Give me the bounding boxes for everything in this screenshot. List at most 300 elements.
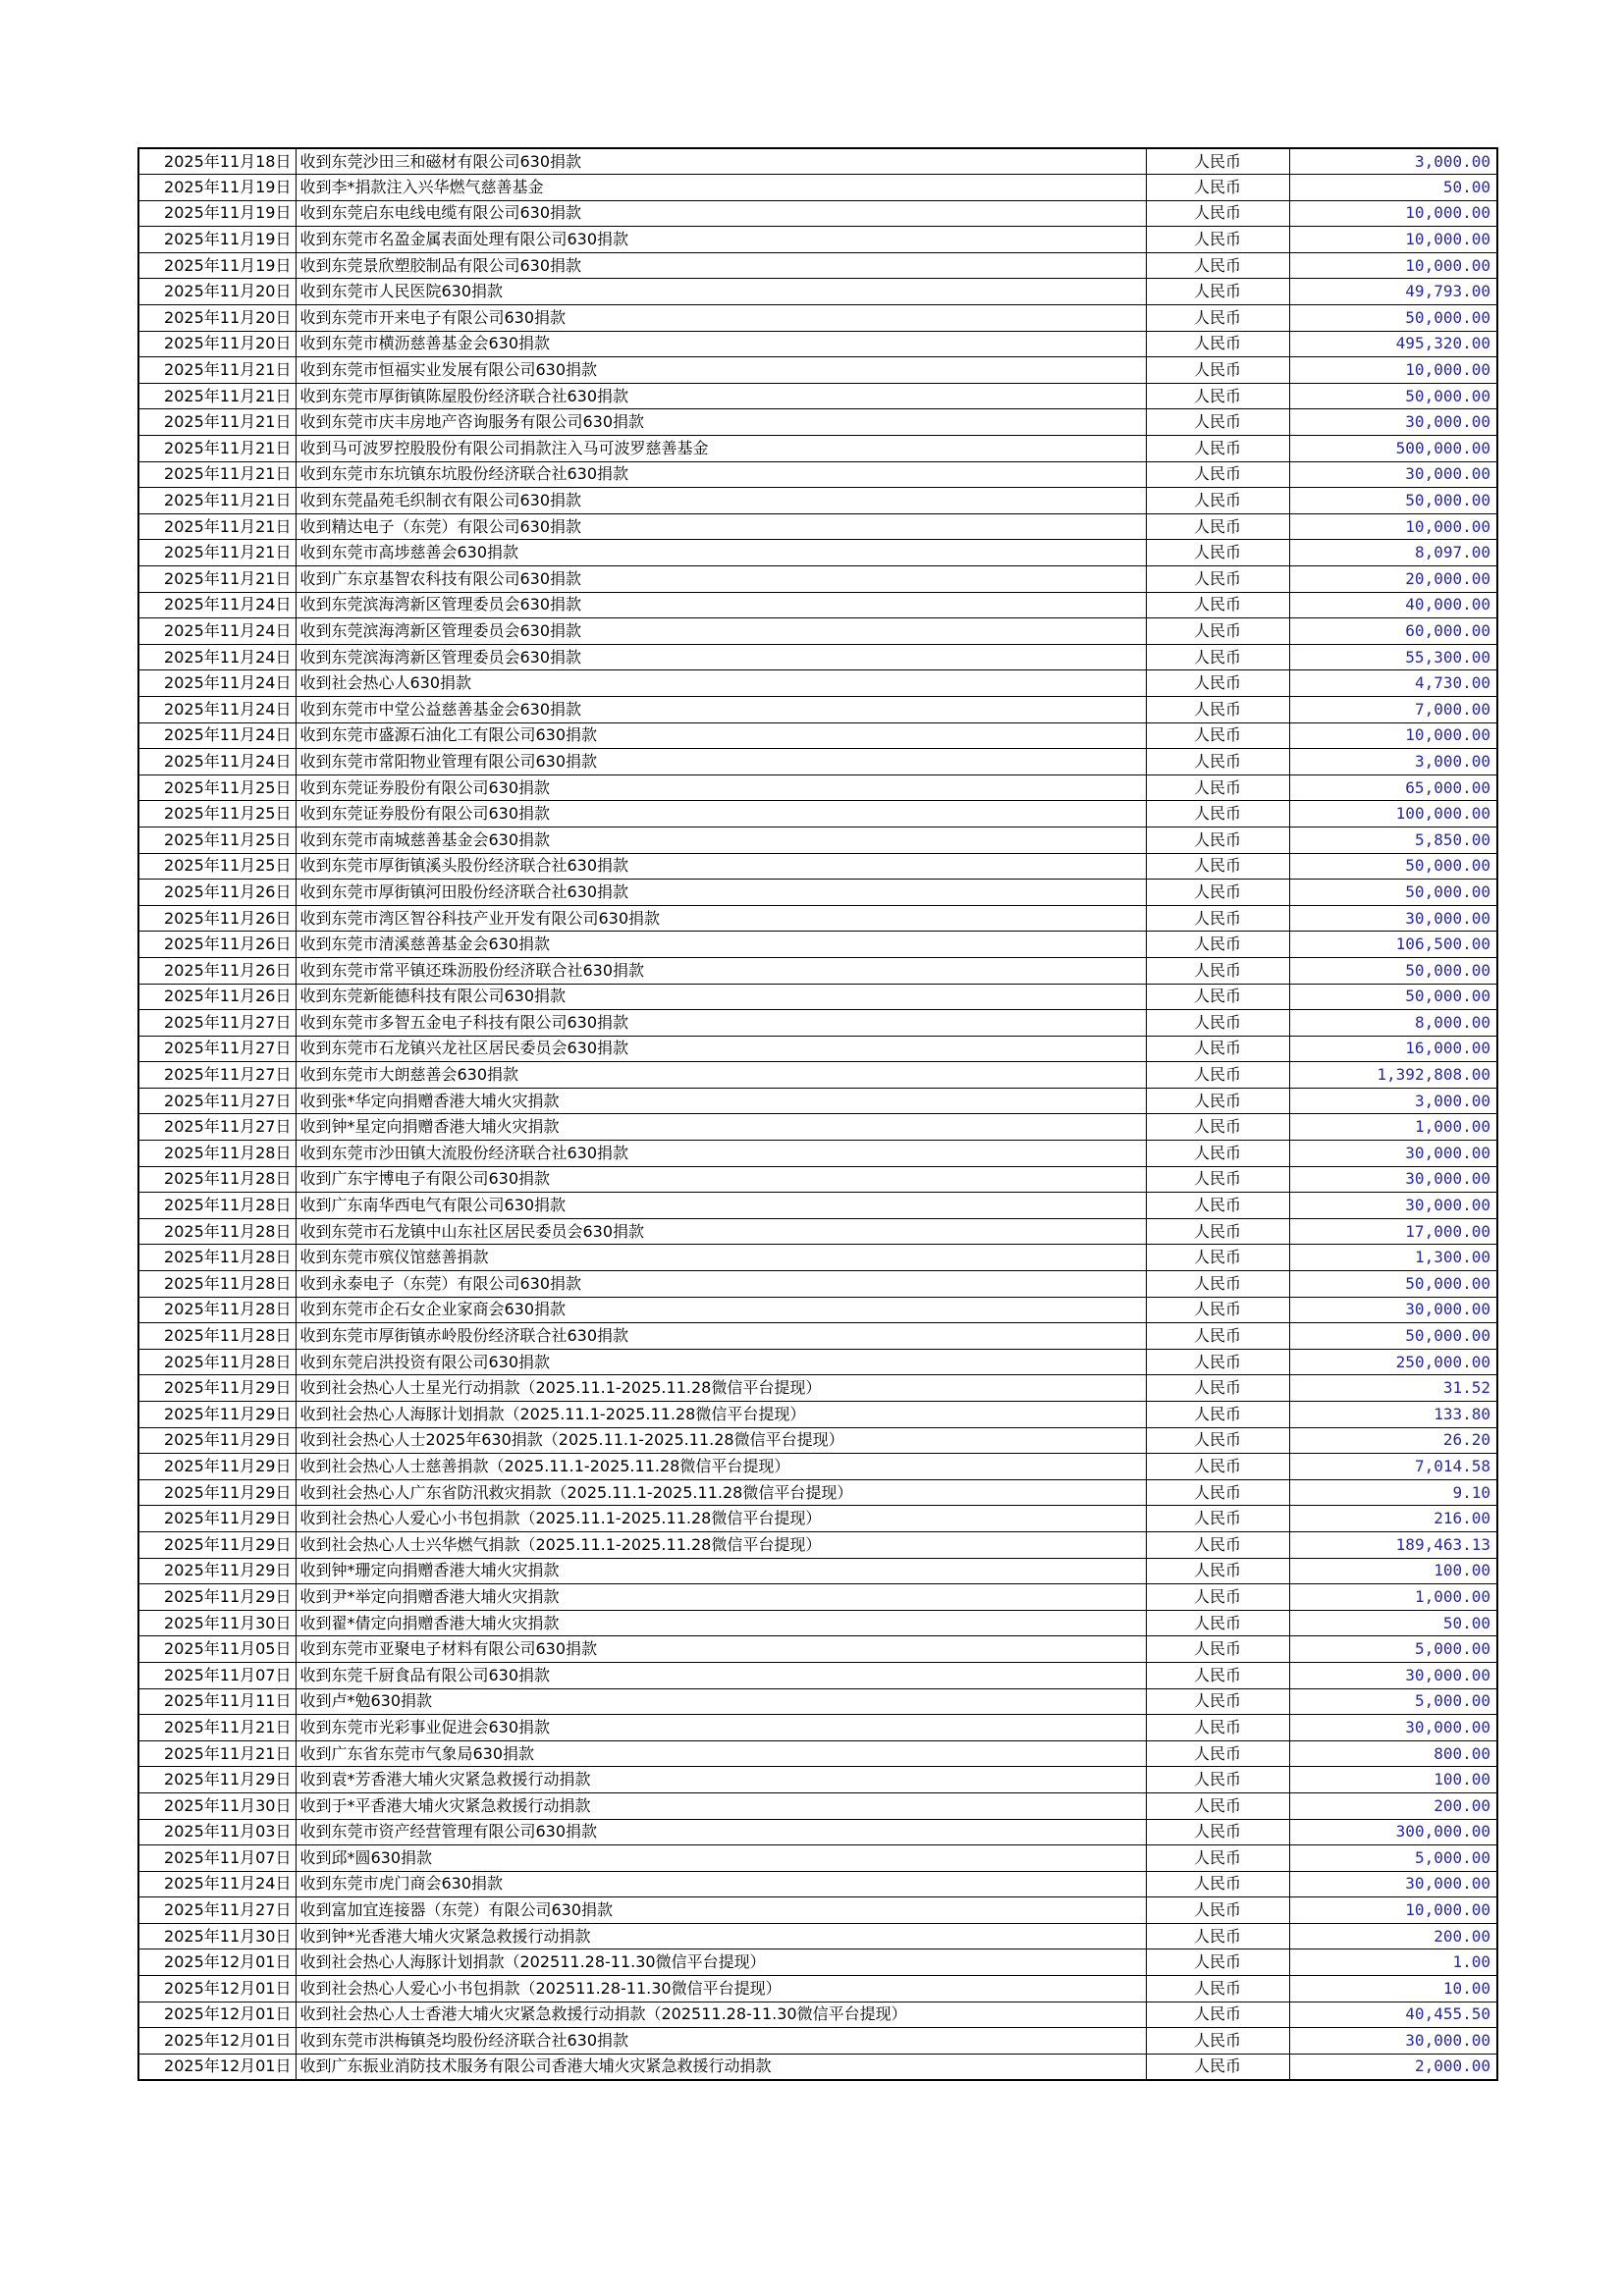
currency-cell: 人民币 bbox=[1146, 1402, 1289, 1428]
description-cell: 收到广东南华西电气有限公司630捐款 bbox=[296, 1193, 1146, 1219]
currency-cell: 人民币 bbox=[1146, 1271, 1289, 1298]
description-cell: 收到东莞市清溪慈善基金会630捐款 bbox=[296, 932, 1146, 958]
date-cell: 2025年11月30日 bbox=[138, 1923, 296, 1949]
amount-cell: 50.00 bbox=[1289, 1610, 1497, 1636]
table-row bbox=[138, 1454, 1497, 1480]
table-row bbox=[138, 1688, 1497, 1715]
amount-cell: 60,000.00 bbox=[1289, 618, 1497, 645]
description-cell: 收到东莞市大朗慈善会630捐款 bbox=[296, 1062, 1146, 1089]
description-cell: 收到东莞滨海湾新区管理委员会630捐款 bbox=[296, 618, 1146, 645]
currency-cell: 人民币 bbox=[1146, 1949, 1289, 1976]
description-cell: 收到东莞市人民医院630捐款 bbox=[296, 279, 1146, 305]
table-row bbox=[138, 1845, 1497, 1872]
currency-cell: 人民币 bbox=[1146, 1976, 1289, 2002]
amount-cell: 30,000.00 bbox=[1289, 1141, 1497, 1167]
amount-cell: 50,000.00 bbox=[1289, 305, 1497, 332]
amount-cell: 31.52 bbox=[1289, 1375, 1497, 1402]
currency-cell: 人民币 bbox=[1146, 1792, 1289, 1819]
description-cell: 收到东莞市殡仪馆慈善捐款 bbox=[296, 1245, 1146, 1271]
currency-cell: 人民币 bbox=[1146, 200, 1289, 227]
description-cell: 收到社会热心人广东省防汛救灾捐款（2025.11.1-2025.11.28微信平台提现） bbox=[296, 1479, 1146, 1506]
amount-cell: 50,000.00 bbox=[1289, 984, 1497, 1010]
description-cell: 收到张*华定向捐赠香港大埔火灾捐款 bbox=[296, 1088, 1146, 1114]
table-row bbox=[138, 2002, 1497, 2028]
date-cell: 2025年11月26日 bbox=[138, 905, 296, 932]
amount-cell: 9.10 bbox=[1289, 1479, 1497, 1506]
date-cell: 2025年11月20日 bbox=[138, 305, 296, 332]
currency-cell: 人民币 bbox=[1146, 488, 1289, 514]
table-row bbox=[138, 148, 1497, 175]
date-cell: 2025年11月24日 bbox=[138, 1871, 296, 1897]
table-row bbox=[138, 618, 1497, 645]
amount-cell: 10,000.00 bbox=[1289, 357, 1497, 384]
table-row bbox=[138, 801, 1497, 828]
description-cell: 收到东莞市中堂公益慈善基金会630捐款 bbox=[296, 696, 1146, 722]
amount-cell: 65,000.00 bbox=[1289, 774, 1497, 801]
description-cell: 收到社会热心人士2025年630捐款（2025.11.1-2025.11.28微信平台提现） bbox=[296, 1427, 1146, 1454]
date-cell: 2025年11月18日 bbox=[138, 148, 296, 175]
amount-cell: 10,000.00 bbox=[1289, 227, 1497, 253]
description-cell: 收到东莞晶苑毛织制衣有限公司630捐款 bbox=[296, 488, 1146, 514]
currency-cell: 人民币 bbox=[1146, 148, 1289, 175]
amount-cell: 2,000.00 bbox=[1289, 2054, 1497, 2080]
donation-ledger-table bbox=[137, 147, 1498, 2081]
amount-cell: 50,000.00 bbox=[1289, 957, 1497, 984]
description-cell: 收到东莞启洪投资有限公司630捐款 bbox=[296, 1349, 1146, 1375]
amount-cell: 10,000.00 bbox=[1289, 722, 1497, 749]
currency-cell: 人民币 bbox=[1146, 1636, 1289, 1663]
amount-cell: 26.20 bbox=[1289, 1427, 1497, 1454]
date-cell: 2025年11月29日 bbox=[138, 1584, 296, 1611]
currency-cell: 人民币 bbox=[1146, 1036, 1289, 1062]
table-row bbox=[138, 1976, 1497, 2002]
date-cell: 2025年11月07日 bbox=[138, 1845, 296, 1872]
date-cell: 2025年11月21日 bbox=[138, 383, 296, 409]
currency-cell: 人民币 bbox=[1146, 409, 1289, 436]
amount-cell: 50,000.00 bbox=[1289, 383, 1497, 409]
table-row bbox=[138, 540, 1497, 566]
date-cell: 2025年11月25日 bbox=[138, 853, 296, 880]
table-row bbox=[138, 513, 1497, 540]
amount-cell: 8,097.00 bbox=[1289, 540, 1497, 566]
description-cell: 收到于*平香港大埔火灾紧急救援行动捐款 bbox=[296, 1792, 1146, 1819]
table-row bbox=[138, 566, 1497, 593]
date-cell: 2025年11月19日 bbox=[138, 200, 296, 227]
amount-cell: 30,000.00 bbox=[1289, 409, 1497, 436]
table-row bbox=[138, 1218, 1497, 1245]
currency-cell: 人民币 bbox=[1146, 1218, 1289, 1245]
currency-cell: 人民币 bbox=[1146, 513, 1289, 540]
currency-cell: 人民币 bbox=[1146, 2002, 1289, 2028]
date-cell: 2025年11月07日 bbox=[138, 1662, 296, 1688]
table-row bbox=[138, 696, 1497, 722]
table-row bbox=[138, 1871, 1497, 1897]
description-cell: 收到钟*珊定向捐赠香港大埔火灾捐款 bbox=[296, 1558, 1146, 1584]
amount-cell: 49,793.00 bbox=[1289, 279, 1497, 305]
amount-cell: 3,000.00 bbox=[1289, 749, 1497, 775]
amount-cell: 50,000.00 bbox=[1289, 1323, 1497, 1350]
table-row bbox=[138, 1610, 1497, 1636]
amount-cell: 3,000.00 bbox=[1289, 1088, 1497, 1114]
date-cell: 2025年11月25日 bbox=[138, 801, 296, 828]
amount-cell: 30,000.00 bbox=[1289, 1166, 1497, 1193]
table-row bbox=[138, 1193, 1497, 1219]
currency-cell: 人民币 bbox=[1146, 670, 1289, 697]
currency-cell: 人民币 bbox=[1146, 1871, 1289, 1897]
currency-cell: 人民币 bbox=[1146, 1297, 1289, 1323]
date-cell: 2025年11月28日 bbox=[138, 1166, 296, 1193]
date-cell: 2025年11月21日 bbox=[138, 1715, 296, 1741]
date-cell: 2025年11月28日 bbox=[138, 1349, 296, 1375]
currency-cell: 人民币 bbox=[1146, 696, 1289, 722]
date-cell: 2025年11月05日 bbox=[138, 1636, 296, 1663]
date-cell: 2025年11月21日 bbox=[138, 436, 296, 462]
date-cell: 2025年11月24日 bbox=[138, 722, 296, 749]
description-cell: 收到东莞滨海湾新区管理委员会630捐款 bbox=[296, 592, 1146, 618]
table-row bbox=[138, 1166, 1497, 1193]
date-cell: 2025年11月21日 bbox=[138, 357, 296, 384]
amount-cell: 500,000.00 bbox=[1289, 436, 1497, 462]
currency-cell: 人民币 bbox=[1146, 1740, 1289, 1767]
table-row bbox=[138, 1636, 1497, 1663]
table-row bbox=[138, 331, 1497, 357]
table-row bbox=[138, 1271, 1497, 1298]
amount-cell: 100.00 bbox=[1289, 1558, 1497, 1584]
table-row bbox=[138, 409, 1497, 436]
description-cell: 收到李*捐款注入兴华燃气慈善基金 bbox=[296, 175, 1146, 201]
description-cell: 收到社会热心人士慈善捐款（2025.11.1-2025.11.28微信平台提现） bbox=[296, 1454, 1146, 1480]
date-cell: 2025年11月25日 bbox=[138, 827, 296, 853]
date-cell: 2025年11月27日 bbox=[138, 1062, 296, 1089]
currency-cell: 人民币 bbox=[1146, 592, 1289, 618]
amount-cell: 16,000.00 bbox=[1289, 1036, 1497, 1062]
currency-cell: 人民币 bbox=[1146, 618, 1289, 645]
date-cell: 2025年11月29日 bbox=[138, 1479, 296, 1506]
table-row bbox=[138, 670, 1497, 697]
table-row bbox=[138, 1662, 1497, 1688]
amount-cell: 100.00 bbox=[1289, 1767, 1497, 1793]
description-cell: 收到社会热心人630捐款 bbox=[296, 670, 1146, 697]
description-cell: 收到东莞市盛源石油化工有限公司630捐款 bbox=[296, 722, 1146, 749]
date-cell: 2025年11月24日 bbox=[138, 696, 296, 722]
table-row bbox=[138, 774, 1497, 801]
currency-cell: 人民币 bbox=[1146, 984, 1289, 1010]
description-cell: 收到袁*芳香港大埔火灾紧急救援行动捐款 bbox=[296, 1767, 1146, 1793]
description-cell: 收到东莞证券股份有限公司630捐款 bbox=[296, 774, 1146, 801]
description-cell: 收到东莞市石龙镇兴龙社区居民委员会630捐款 bbox=[296, 1036, 1146, 1062]
table-row bbox=[138, 1349, 1497, 1375]
currency-cell: 人民币 bbox=[1146, 175, 1289, 201]
table-row bbox=[138, 1323, 1497, 1350]
currency-cell: 人民币 bbox=[1146, 1141, 1289, 1167]
description-cell: 收到永泰电子（东莞）有限公司630捐款 bbox=[296, 1271, 1146, 1298]
table-row bbox=[138, 1402, 1497, 1428]
amount-cell: 50,000.00 bbox=[1289, 880, 1497, 906]
date-cell: 2025年11月30日 bbox=[138, 1610, 296, 1636]
date-cell: 2025年11月24日 bbox=[138, 618, 296, 645]
date-cell: 2025年11月24日 bbox=[138, 644, 296, 670]
currency-cell: 人民币 bbox=[1146, 932, 1289, 958]
description-cell: 收到东莞市亚聚电子材料有限公司630捐款 bbox=[296, 1636, 1146, 1663]
table-row bbox=[138, 1897, 1497, 1924]
date-cell: 2025年11月28日 bbox=[138, 1141, 296, 1167]
amount-cell: 50,000.00 bbox=[1289, 488, 1497, 514]
date-cell: 2025年11月27日 bbox=[138, 1036, 296, 1062]
description-cell: 收到东莞沙田三和磁材有限公司630捐款 bbox=[296, 148, 1146, 175]
currency-cell: 人民币 bbox=[1146, 566, 1289, 593]
description-cell: 收到东莞市企石女企业家商会630捐款 bbox=[296, 1297, 1146, 1323]
description-cell: 收到东莞市名盈金属表面处理有限公司630捐款 bbox=[296, 227, 1146, 253]
amount-cell: 10.00 bbox=[1289, 1976, 1497, 2002]
table-row bbox=[138, 1715, 1497, 1741]
amount-cell: 40,455.50 bbox=[1289, 2002, 1497, 2028]
amount-cell: 1,392,808.00 bbox=[1289, 1062, 1497, 1089]
currency-cell: 人民币 bbox=[1146, 1688, 1289, 1715]
currency-cell: 人民币 bbox=[1146, 827, 1289, 853]
description-cell: 收到广东宇博电子有限公司630捐款 bbox=[296, 1166, 1146, 1193]
date-cell: 2025年11月27日 bbox=[138, 1897, 296, 1924]
date-cell: 2025年12月01日 bbox=[138, 2002, 296, 2028]
currency-cell: 人民币 bbox=[1146, 1349, 1289, 1375]
amount-cell: 4,730.00 bbox=[1289, 670, 1497, 697]
date-cell: 2025年11月20日 bbox=[138, 331, 296, 357]
amount-cell: 1,300.00 bbox=[1289, 1245, 1497, 1271]
description-cell: 收到东莞市厚街镇陈屋股份经济联合社630捐款 bbox=[296, 383, 1146, 409]
table-row bbox=[138, 383, 1497, 409]
date-cell: 2025年11月28日 bbox=[138, 1323, 296, 1350]
table-row bbox=[138, 1740, 1497, 1767]
date-cell: 2025年11月24日 bbox=[138, 670, 296, 697]
amount-cell: 30,000.00 bbox=[1289, 461, 1497, 488]
description-cell: 收到东莞市常平镇还珠沥股份经济联合社630捐款 bbox=[296, 957, 1146, 984]
currency-cell: 人民币 bbox=[1146, 357, 1289, 384]
date-cell: 2025年11月29日 bbox=[138, 1531, 296, 1558]
date-cell: 2025年11月24日 bbox=[138, 749, 296, 775]
amount-cell: 50.00 bbox=[1289, 175, 1497, 201]
currency-cell: 人民币 bbox=[1146, 905, 1289, 932]
description-cell: 收到社会热心人爱心小书包捐款（202511.28-11.30微信平台提现） bbox=[296, 1976, 1146, 2002]
description-cell: 收到东莞市横沥慈善基金会630捐款 bbox=[296, 331, 1146, 357]
table-row bbox=[138, 200, 1497, 227]
currency-cell: 人民币 bbox=[1146, 1923, 1289, 1949]
description-cell: 收到东莞市虎门商会630捐款 bbox=[296, 1871, 1146, 1897]
currency-cell: 人民币 bbox=[1146, 774, 1289, 801]
table-row bbox=[138, 227, 1497, 253]
amount-cell: 5,850.00 bbox=[1289, 827, 1497, 853]
table-row bbox=[138, 1062, 1497, 1089]
description-cell: 收到精达电子（东莞）有限公司630捐款 bbox=[296, 513, 1146, 540]
description-cell: 收到东莞市厚街镇溪头股份经济联合社630捐款 bbox=[296, 853, 1146, 880]
currency-cell: 人民币 bbox=[1146, 1531, 1289, 1558]
amount-cell: 1.00 bbox=[1289, 1949, 1497, 1976]
currency-cell: 人民币 bbox=[1146, 2054, 1289, 2080]
description-cell: 收到东莞市洪梅镇尧均股份经济联合社630捐款 bbox=[296, 2028, 1146, 2055]
currency-cell: 人民币 bbox=[1146, 540, 1289, 566]
amount-cell: 250,000.00 bbox=[1289, 1349, 1497, 1375]
amount-cell: 10,000.00 bbox=[1289, 252, 1497, 279]
description-cell: 收到东莞市常阳物业管理有限公司630捐款 bbox=[296, 749, 1146, 775]
date-cell: 2025年11月29日 bbox=[138, 1767, 296, 1793]
table-row bbox=[138, 357, 1497, 384]
date-cell: 2025年11月27日 bbox=[138, 1088, 296, 1114]
description-cell: 收到钟*星定向捐赠香港大埔火灾捐款 bbox=[296, 1114, 1146, 1141]
date-cell: 2025年11月28日 bbox=[138, 1218, 296, 1245]
table-row bbox=[138, 1584, 1497, 1611]
table-row bbox=[138, 1792, 1497, 1819]
table-row bbox=[138, 461, 1497, 488]
currency-cell: 人民币 bbox=[1146, 1062, 1289, 1089]
date-cell: 2025年11月21日 bbox=[138, 540, 296, 566]
date-cell: 2025年11月03日 bbox=[138, 1819, 296, 1845]
amount-cell: 100,000.00 bbox=[1289, 801, 1497, 828]
table-row bbox=[138, 1036, 1497, 1062]
date-cell: 2025年11月28日 bbox=[138, 1193, 296, 1219]
amount-cell: 216.00 bbox=[1289, 1506, 1497, 1532]
description-cell: 收到翟*倩定向捐赠香港大埔火灾捐款 bbox=[296, 1610, 1146, 1636]
amount-cell: 200.00 bbox=[1289, 1792, 1497, 1819]
amount-cell: 3,000.00 bbox=[1289, 148, 1497, 175]
description-cell: 收到东莞市资产经营管理有限公司630捐款 bbox=[296, 1819, 1146, 1845]
date-cell: 2025年11月24日 bbox=[138, 592, 296, 618]
amount-cell: 1,000.00 bbox=[1289, 1584, 1497, 1611]
currency-cell: 人民币 bbox=[1146, 279, 1289, 305]
amount-cell: 7,000.00 bbox=[1289, 696, 1497, 722]
table-row bbox=[138, 1558, 1497, 1584]
description-cell: 收到尹*举定向捐赠香港大埔火灾捐款 bbox=[296, 1584, 1146, 1611]
description-cell: 收到东莞市石龙镇中山东社区居民委员会630捐款 bbox=[296, 1218, 1146, 1245]
currency-cell: 人民币 bbox=[1146, 1897, 1289, 1924]
currency-cell: 人民币 bbox=[1146, 1114, 1289, 1141]
amount-cell: 189,463.13 bbox=[1289, 1531, 1497, 1558]
table-row bbox=[138, 175, 1497, 201]
description-cell: 收到东莞千厨食品有限公司630捐款 bbox=[296, 1662, 1146, 1688]
date-cell: 2025年11月27日 bbox=[138, 1114, 296, 1141]
amount-cell: 30,000.00 bbox=[1289, 905, 1497, 932]
description-cell: 收到卢*勉630捐款 bbox=[296, 1688, 1146, 1715]
table-row bbox=[138, 957, 1497, 984]
currency-cell: 人民币 bbox=[1146, 801, 1289, 828]
table-row bbox=[138, 305, 1497, 332]
date-cell: 2025年11月21日 bbox=[138, 1740, 296, 1767]
description-cell: 收到东莞启东电线电缆有限公司630捐款 bbox=[296, 200, 1146, 227]
currency-cell: 人民币 bbox=[1146, 305, 1289, 332]
amount-cell: 10,000.00 bbox=[1289, 513, 1497, 540]
date-cell: 2025年11月28日 bbox=[138, 1297, 296, 1323]
table-row bbox=[138, 436, 1497, 462]
table-row bbox=[138, 1297, 1497, 1323]
table-row bbox=[138, 1819, 1497, 1845]
currency-cell: 人民币 bbox=[1146, 957, 1289, 984]
date-cell: 2025年11月29日 bbox=[138, 1375, 296, 1402]
table-row bbox=[138, 1245, 1497, 1271]
date-cell: 2025年12月01日 bbox=[138, 1976, 296, 2002]
table-row bbox=[138, 1010, 1497, 1037]
date-cell: 2025年11月11日 bbox=[138, 1688, 296, 1715]
table-row bbox=[138, 488, 1497, 514]
description-cell: 收到东莞市湾区智谷科技产业开发有限公司630捐款 bbox=[296, 905, 1146, 932]
amount-cell: 30,000.00 bbox=[1289, 1662, 1497, 1688]
table-row bbox=[138, 1531, 1497, 1558]
currency-cell: 人民币 bbox=[1146, 722, 1289, 749]
table-row bbox=[138, 252, 1497, 279]
table-row bbox=[138, 2054, 1497, 2080]
currency-cell: 人民币 bbox=[1146, 1479, 1289, 1506]
date-cell: 2025年11月29日 bbox=[138, 1454, 296, 1480]
date-cell: 2025年11月29日 bbox=[138, 1427, 296, 1454]
currency-cell: 人民币 bbox=[1146, 749, 1289, 775]
table-row bbox=[138, 905, 1497, 932]
currency-cell: 人民币 bbox=[1146, 461, 1289, 488]
currency-cell: 人民币 bbox=[1146, 1715, 1289, 1741]
description-cell: 收到广东京基智农科技有限公司630捐款 bbox=[296, 566, 1146, 593]
date-cell: 2025年11月19日 bbox=[138, 175, 296, 201]
amount-cell: 800.00 bbox=[1289, 1740, 1497, 1767]
amount-cell: 30,000.00 bbox=[1289, 1871, 1497, 1897]
description-cell: 收到马可波罗控股股份有限公司捐款注入马可波罗慈善基金 bbox=[296, 436, 1146, 462]
amount-cell: 30,000.00 bbox=[1289, 1715, 1497, 1741]
date-cell: 2025年12月01日 bbox=[138, 1949, 296, 1976]
table-row bbox=[138, 880, 1497, 906]
currency-cell: 人民币 bbox=[1146, 1166, 1289, 1193]
date-cell: 2025年11月26日 bbox=[138, 957, 296, 984]
description-cell: 收到社会热心人士兴华燃气捐款（2025.11.1-2025.11.28微信平台提现） bbox=[296, 1531, 1146, 1558]
currency-cell: 人民币 bbox=[1146, 1610, 1289, 1636]
date-cell: 2025年11月28日 bbox=[138, 1271, 296, 1298]
description-cell: 收到东莞市恒福实业发展有限公司630捐款 bbox=[296, 357, 1146, 384]
amount-cell: 10,000.00 bbox=[1289, 1897, 1497, 1924]
currency-cell: 人民币 bbox=[1146, 853, 1289, 880]
currency-cell: 人民币 bbox=[1146, 252, 1289, 279]
table-row bbox=[138, 1427, 1497, 1454]
currency-cell: 人民币 bbox=[1146, 1454, 1289, 1480]
table-row bbox=[138, 1114, 1497, 1141]
description-cell: 收到东莞景欣塑胶制品有限公司630捐款 bbox=[296, 252, 1146, 279]
date-cell: 2025年11月27日 bbox=[138, 1010, 296, 1037]
currency-cell: 人民币 bbox=[1146, 1819, 1289, 1845]
amount-cell: 50,000.00 bbox=[1289, 853, 1497, 880]
date-cell: 2025年11月19日 bbox=[138, 227, 296, 253]
table-row bbox=[138, 827, 1497, 853]
description-cell: 收到东莞市开来电子有限公司630捐款 bbox=[296, 305, 1146, 332]
amount-cell: 30,000.00 bbox=[1289, 1297, 1497, 1323]
description-cell: 收到钟*光香港大埔火灾紧急救援行动捐款 bbox=[296, 1923, 1146, 1949]
ledger-body bbox=[138, 148, 1497, 2080]
amount-cell: 300,000.00 bbox=[1289, 1819, 1497, 1845]
currency-cell: 人民币 bbox=[1146, 1010, 1289, 1037]
table-row bbox=[138, 1375, 1497, 1402]
description-cell: 收到东莞市南城慈善基金会630捐款 bbox=[296, 827, 1146, 853]
currency-cell: 人民币 bbox=[1146, 1558, 1289, 1584]
description-cell: 收到东莞滨海湾新区管理委员会630捐款 bbox=[296, 644, 1146, 670]
table-row bbox=[138, 853, 1497, 880]
description-cell: 收到广东振业消防技术服务有限公司香港大埔火灾紧急救援行动捐款 bbox=[296, 2054, 1146, 2080]
amount-cell: 30,000.00 bbox=[1289, 2028, 1497, 2055]
date-cell: 2025年11月29日 bbox=[138, 1506, 296, 1532]
currency-cell: 人民币 bbox=[1146, 1767, 1289, 1793]
date-cell: 2025年11月28日 bbox=[138, 1245, 296, 1271]
date-cell: 2025年11月21日 bbox=[138, 566, 296, 593]
description-cell: 收到社会热心人海豚计划捐款（202511.28-11.30微信平台提现） bbox=[296, 1949, 1146, 1976]
amount-cell: 200.00 bbox=[1289, 1923, 1497, 1949]
table-row bbox=[138, 1479, 1497, 1506]
amount-cell: 106,500.00 bbox=[1289, 932, 1497, 958]
description-cell: 收到东莞市高埗慈善会630捐款 bbox=[296, 540, 1146, 566]
description-cell: 收到广东省东莞市气象局630捐款 bbox=[296, 1740, 1146, 1767]
date-cell: 2025年11月21日 bbox=[138, 513, 296, 540]
table-row bbox=[138, 1949, 1497, 1976]
currency-cell: 人民币 bbox=[1146, 1662, 1289, 1688]
description-cell: 收到东莞市沙田镇大流股份经济联合社630捐款 bbox=[296, 1141, 1146, 1167]
